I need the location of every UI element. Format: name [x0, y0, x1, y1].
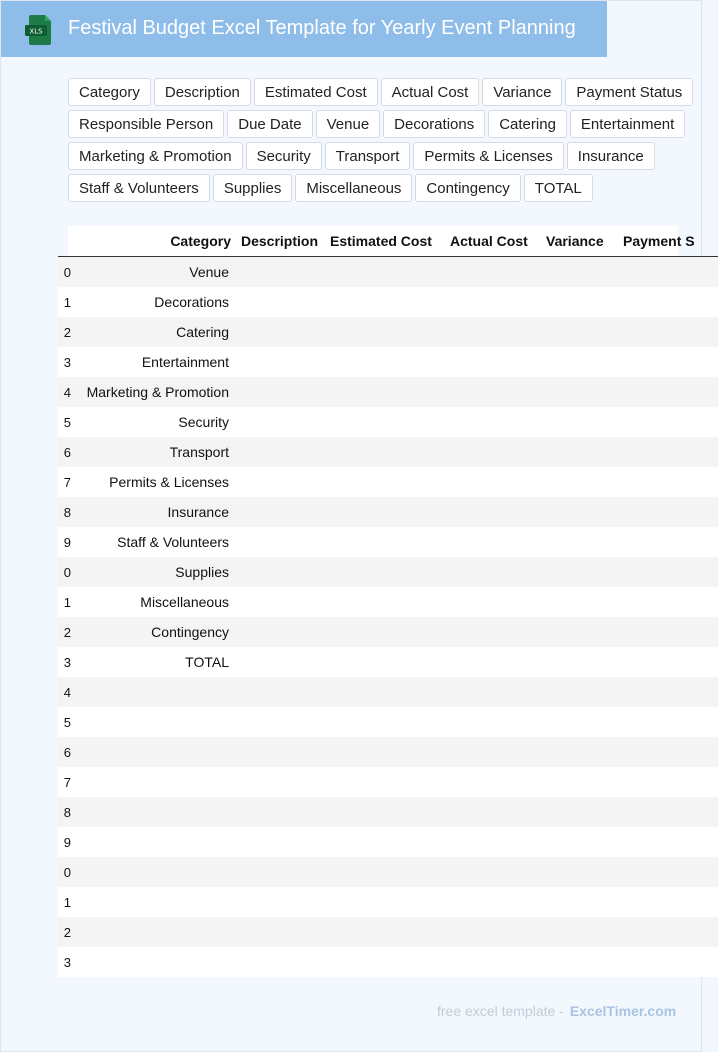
- cell-category[interactable]: Transport: [72, 437, 235, 467]
- cell-category[interactable]: [72, 767, 235, 797]
- cell-variance[interactable]: [540, 347, 615, 377]
- cell-estimated-cost[interactable]: [324, 917, 442, 947]
- cell-actual-cost[interactable]: [442, 827, 540, 857]
- table-row: [58, 317, 718, 347]
- cell-payment-status[interactable]: [615, 737, 718, 767]
- column-chip[interactable]: Catering: [488, 110, 567, 138]
- cell-variance[interactable]: [540, 827, 615, 857]
- cell-estimated-cost[interactable]: [324, 827, 442, 857]
- page-title: Festival Budget Excel Template for Yearly Event Planning: [68, 17, 576, 39]
- table-row: [58, 377, 718, 407]
- cell-actual-cost[interactable]: [442, 287, 540, 317]
- cell-estimated-cost[interactable]: [324, 497, 442, 527]
- column-header-category[interactable]: Category: [72, 226, 235, 257]
- cell-variance[interactable]: [540, 857, 615, 887]
- row-index: 0: [58, 557, 72, 587]
- cell-payment-status[interactable]: [615, 407, 718, 437]
- cell-variance[interactable]: [540, 377, 615, 407]
- cell-variance[interactable]: [540, 467, 615, 497]
- column-chip[interactable]: Category: [68, 78, 151, 106]
- table-row: [58, 947, 718, 977]
- cell-variance[interactable]: [540, 707, 615, 737]
- table-row: [58, 527, 718, 557]
- cell-actual-cost[interactable]: [442, 917, 540, 947]
- cell-payment-status[interactable]: [615, 797, 718, 827]
- row-index: 9: [58, 827, 72, 857]
- cell-actual-cost[interactable]: [442, 407, 540, 437]
- cell-category[interactable]: TOTAL: [72, 647, 235, 677]
- table-row: [58, 677, 718, 707]
- cell-estimated-cost[interactable]: [324, 617, 442, 647]
- row-index: 1: [58, 887, 72, 917]
- cell-actual-cost[interactable]: [442, 947, 540, 977]
- cell-estimated-cost[interactable]: [324, 857, 442, 887]
- cell-payment-status[interactable]: [615, 887, 718, 917]
- table-row: [58, 707, 718, 737]
- cell-estimated-cost[interactable]: [324, 527, 442, 557]
- cell-description[interactable]: [235, 317, 324, 347]
- column-chip[interactable]: Due Date: [227, 110, 312, 138]
- cell-description[interactable]: [235, 797, 324, 827]
- cell-description[interactable]: [235, 887, 324, 917]
- row-index: 0: [58, 257, 72, 288]
- row-index: 2: [58, 917, 72, 947]
- cell-payment-status[interactable]: [615, 377, 718, 407]
- cell-estimated-cost[interactable]: [324, 797, 442, 827]
- cell-variance[interactable]: [540, 917, 615, 947]
- cell-estimated-cost[interactable]: [324, 707, 442, 737]
- table-row: [58, 917, 718, 947]
- cell-description[interactable]: [235, 347, 324, 377]
- column-chip[interactable]: Entertainment: [570, 110, 685, 138]
- cell-estimated-cost[interactable]: [324, 887, 442, 917]
- row-index: 7: [58, 767, 72, 797]
- cell-category[interactable]: [72, 737, 235, 767]
- cell-estimated-cost[interactable]: [324, 677, 442, 707]
- table-row: [58, 347, 718, 377]
- cell-estimated-cost[interactable]: [324, 467, 442, 497]
- cell-actual-cost[interactable]: [442, 587, 540, 617]
- cell-variance[interactable]: [540, 407, 615, 437]
- column-header-payment-status[interactable]: Payment S: [615, 226, 718, 257]
- cell-description[interactable]: [235, 287, 324, 317]
- xls-icon-label: XLS: [29, 27, 43, 36]
- cell-payment-status[interactable]: [615, 917, 718, 947]
- row-index: 2: [58, 617, 72, 647]
- cell-estimated-cost[interactable]: [324, 437, 442, 467]
- cell-category[interactable]: [72, 677, 235, 707]
- cell-payment-status[interactable]: [615, 707, 718, 737]
- row-index: 6: [58, 737, 72, 767]
- cell-variance[interactable]: [540, 617, 615, 647]
- cell-description[interactable]: [235, 677, 324, 707]
- cell-description[interactable]: [235, 497, 324, 527]
- cell-actual-cost[interactable]: [442, 857, 540, 887]
- cell-description[interactable]: [235, 857, 324, 887]
- cell-category[interactable]: Decorations: [72, 287, 235, 317]
- cell-category[interactable]: [72, 857, 235, 887]
- cell-description[interactable]: [235, 257, 324, 288]
- excel-file-icon: [25, 15, 51, 45]
- cell-category[interactable]: Security: [72, 407, 235, 437]
- cell-category[interactable]: [72, 947, 235, 977]
- cell-category[interactable]: [72, 797, 235, 827]
- cell-actual-cost[interactable]: [442, 737, 540, 767]
- cell-variance[interactable]: [540, 497, 615, 527]
- footer-text: free excel template -: [437, 1003, 564, 1019]
- cell-estimated-cost[interactable]: [324, 347, 442, 377]
- cell-category[interactable]: Supplies: [72, 557, 235, 587]
- table-row: [58, 647, 718, 677]
- column-chip[interactable]: Staff & Volunteers: [68, 174, 210, 202]
- cell-estimated-cost[interactable]: [324, 587, 442, 617]
- cell-description[interactable]: [235, 767, 324, 797]
- cell-variance[interactable]: [540, 797, 615, 827]
- row-index: 6: [58, 437, 72, 467]
- cell-actual-cost[interactable]: [442, 467, 540, 497]
- column-chip[interactable]: Contingency: [415, 174, 520, 202]
- cell-category[interactable]: [72, 827, 235, 857]
- row-index: 8: [58, 797, 72, 827]
- cell-actual-cost[interactable]: [442, 317, 540, 347]
- column-chip[interactable]: Payment Status: [565, 78, 693, 106]
- row-index: 5: [58, 407, 72, 437]
- table-row: [58, 287, 718, 317]
- column-chip[interactable]: Miscellaneous: [295, 174, 412, 202]
- table-row: [58, 827, 718, 857]
- row-index: 0: [58, 857, 72, 887]
- cell-payment-status[interactable]: [615, 317, 718, 347]
- cell-payment-status[interactable]: [615, 437, 718, 467]
- cell-payment-status[interactable]: [615, 767, 718, 797]
- column-header-estimated-cost[interactable]: Estimated Cost: [324, 226, 442, 257]
- cell-category[interactable]: Entertainment: [72, 347, 235, 377]
- cell-payment-status[interactable]: [615, 287, 718, 317]
- cell-actual-cost[interactable]: [442, 257, 540, 288]
- cell-description[interactable]: [235, 617, 324, 647]
- cell-variance[interactable]: [540, 677, 615, 707]
- footer-brand-link[interactable]: ExcelTimer.com: [569, 1003, 677, 1019]
- table-row: [58, 587, 718, 617]
- cell-payment-status[interactable]: [615, 557, 718, 587]
- table-row: [58, 257, 718, 288]
- row-index: 3: [58, 947, 72, 977]
- cell-description[interactable]: [235, 707, 324, 737]
- cell-payment-status[interactable]: [615, 857, 718, 887]
- cell-estimated-cost[interactable]: [324, 947, 442, 977]
- cell-actual-cost[interactable]: [442, 557, 540, 587]
- cell-estimated-cost[interactable]: [324, 377, 442, 407]
- row-index: 8: [58, 497, 72, 527]
- cell-actual-cost[interactable]: [442, 617, 540, 647]
- cell-variance[interactable]: [540, 767, 615, 797]
- cell-description[interactable]: [235, 827, 324, 857]
- cell-actual-cost[interactable]: [442, 887, 540, 917]
- cell-payment-status[interactable]: [615, 347, 718, 377]
- row-index: 9: [58, 527, 72, 557]
- cell-actual-cost[interactable]: [442, 347, 540, 377]
- cell-payment-status[interactable]: [615, 497, 718, 527]
- cell-estimated-cost[interactable]: [324, 407, 442, 437]
- cell-variance[interactable]: [540, 317, 615, 347]
- cell-category[interactable]: Staff & Volunteers: [72, 527, 235, 557]
- column-chip[interactable]: Responsible Person: [68, 110, 224, 138]
- cell-description[interactable]: [235, 557, 324, 587]
- cell-category[interactable]: Permits & Licenses: [72, 467, 235, 497]
- cell-payment-status[interactable]: [615, 587, 718, 617]
- row-index: 4: [58, 377, 72, 407]
- cell-estimated-cost[interactable]: [324, 257, 442, 288]
- cell-estimated-cost[interactable]: [324, 287, 442, 317]
- cell-category[interactable]: Venue: [72, 257, 235, 288]
- cell-variance[interactable]: [540, 257, 615, 288]
- cell-category[interactable]: Miscellaneous: [72, 587, 235, 617]
- cell-description[interactable]: [235, 527, 324, 557]
- cell-estimated-cost[interactable]: [324, 737, 442, 767]
- cell-actual-cost[interactable]: [442, 527, 540, 557]
- cell-description[interactable]: [235, 467, 324, 497]
- row-index: 1: [58, 587, 72, 617]
- cell-category[interactable]: Insurance: [72, 497, 235, 527]
- cell-payment-status[interactable]: [615, 617, 718, 647]
- table-row: [58, 857, 718, 887]
- row-index: 7: [58, 467, 72, 497]
- column-chip[interactable]: TOTAL: [524, 174, 593, 202]
- cell-variance[interactable]: [540, 287, 615, 317]
- budget-table: [58, 226, 718, 977]
- column-chip[interactable]: Security: [246, 142, 322, 170]
- index-header: [58, 226, 72, 257]
- cell-actual-cost[interactable]: [442, 797, 540, 827]
- column-chip-list: [68, 78, 698, 206]
- cell-category[interactable]: [72, 917, 235, 947]
- table-row: [58, 557, 718, 587]
- cell-description[interactable]: [235, 407, 324, 437]
- row-index: 4: [58, 677, 72, 707]
- cell-payment-status[interactable]: [615, 527, 718, 557]
- column-chip[interactable]: Transport: [325, 142, 411, 170]
- table-row: [58, 797, 718, 827]
- cell-actual-cost[interactable]: [442, 707, 540, 737]
- column-chip[interactable]: Actual Cost: [381, 78, 480, 106]
- column-chip[interactable]: Variance: [482, 78, 562, 106]
- column-header-actual-cost[interactable]: Actual Cost: [442, 226, 540, 257]
- cell-estimated-cost[interactable]: [324, 557, 442, 587]
- cell-category[interactable]: [72, 707, 235, 737]
- cell-variance[interactable]: [540, 527, 615, 557]
- cell-estimated-cost[interactable]: [324, 767, 442, 797]
- cell-variance[interactable]: [540, 587, 615, 617]
- cell-category[interactable]: Catering: [72, 317, 235, 347]
- table-row: [58, 737, 718, 767]
- budget-spreadsheet: [63, 226, 695, 977]
- page-header: [1, 1, 607, 57]
- column-chip[interactable]: Permits & Licenses: [413, 142, 563, 170]
- cell-category[interactable]: Contingency: [72, 617, 235, 647]
- cell-payment-status[interactable]: [615, 827, 718, 857]
- column-chip[interactable]: Marketing & Promotion: [68, 142, 243, 170]
- cell-category[interactable]: [72, 887, 235, 917]
- footer-credit: [437, 1003, 676, 1019]
- cell-variance[interactable]: [540, 647, 615, 677]
- cell-description[interactable]: [235, 737, 324, 767]
- cell-variance[interactable]: [540, 737, 615, 767]
- cell-estimated-cost[interactable]: [324, 647, 442, 677]
- cell-payment-status[interactable]: [615, 647, 718, 677]
- table-row: [58, 497, 718, 527]
- row-index: 3: [58, 347, 72, 377]
- cell-variance[interactable]: [540, 947, 615, 977]
- cell-description[interactable]: [235, 587, 324, 617]
- table-row: [58, 407, 718, 437]
- table-row: [58, 767, 718, 797]
- cell-actual-cost[interactable]: [442, 767, 540, 797]
- column-header-description[interactable]: Description: [235, 226, 324, 257]
- cell-payment-status[interactable]: [615, 257, 718, 288]
- cell-payment-status[interactable]: [615, 947, 718, 977]
- row-index: 2: [58, 317, 72, 347]
- cell-description[interactable]: [235, 947, 324, 977]
- table-row: [58, 887, 718, 917]
- column-chip[interactable]: Estimated Cost: [254, 78, 378, 106]
- cell-payment-status[interactable]: [615, 677, 718, 707]
- column-chip[interactable]: Decorations: [383, 110, 485, 138]
- cell-variance[interactable]: [540, 557, 615, 587]
- column-header-variance[interactable]: Variance: [540, 226, 615, 257]
- cell-variance[interactable]: [540, 437, 615, 467]
- table-header-row: [58, 226, 718, 257]
- row-index: 5: [58, 707, 72, 737]
- table-row: [58, 617, 718, 647]
- cell-actual-cost[interactable]: [442, 377, 540, 407]
- table-row: [58, 437, 718, 467]
- cell-actual-cost[interactable]: [442, 437, 540, 467]
- cell-category[interactable]: Marketing & Promotion: [72, 377, 235, 407]
- cell-estimated-cost[interactable]: [324, 317, 442, 347]
- cell-description[interactable]: [235, 917, 324, 947]
- cell-description[interactable]: [235, 377, 324, 407]
- column-chip[interactable]: Insurance: [567, 142, 655, 170]
- cell-actual-cost[interactable]: [442, 677, 540, 707]
- cell-actual-cost[interactable]: [442, 497, 540, 527]
- column-chip[interactable]: Description: [154, 78, 251, 106]
- row-index: 3: [58, 647, 72, 677]
- cell-actual-cost[interactable]: [442, 647, 540, 677]
- cell-payment-status[interactable]: [615, 467, 718, 497]
- cell-description[interactable]: [235, 437, 324, 467]
- column-chip[interactable]: Supplies: [213, 174, 293, 202]
- table-row: [58, 467, 718, 497]
- row-index: 1: [58, 287, 72, 317]
- column-chip[interactable]: Venue: [316, 110, 381, 138]
- cell-variance[interactable]: [540, 887, 615, 917]
- cell-description[interactable]: [235, 647, 324, 677]
